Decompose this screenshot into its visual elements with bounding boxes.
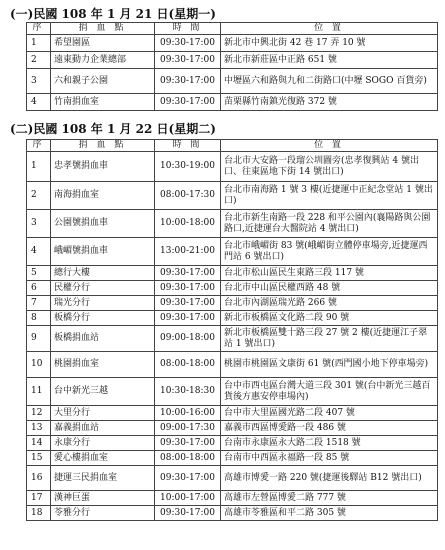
opening-hours: 09:30-17:00	[155, 436, 221, 451]
blood-drive-table-2	[26, 139, 438, 521]
row-number: 2	[27, 52, 51, 69]
row-number: 3	[27, 69, 51, 94]
opening-hours: 09:30-17:00	[155, 506, 221, 521]
header-no: 序	[27, 140, 51, 152]
table-row	[27, 311, 438, 326]
site-address: 台南市中西區永福路一段 85 號	[221, 451, 438, 466]
donation-site-name: 希望園區	[51, 35, 155, 52]
section-heading-2: (二)民國 108 年 1 月 22 日(星期二)	[10, 122, 216, 136]
table-row	[27, 406, 438, 421]
table-row	[27, 451, 438, 466]
donation-site-name: 捷運三民捐血室	[51, 466, 155, 491]
site-address: 新北市板橋區文化路二段 90 號	[221, 311, 438, 326]
row-number: 4	[27, 94, 51, 111]
donation-site-name: 峨嵋號捐血車	[51, 238, 155, 266]
donation-site-name: 總行大樓	[51, 266, 155, 281]
table-row	[27, 238, 438, 266]
header-time: 時 間	[155, 140, 221, 152]
site-address: 新北市中興北街 42 巷 17 弄 10 號	[221, 35, 438, 52]
table-row	[27, 352, 438, 378]
row-number: 1	[27, 35, 51, 52]
row-number: 1	[27, 152, 51, 182]
donation-site-name: 大里分行	[51, 406, 155, 421]
table-header-row	[27, 23, 438, 35]
opening-hours: 10:00-16:00	[155, 406, 221, 421]
opening-hours: 10:00-17:00	[155, 491, 221, 506]
table-row	[27, 491, 438, 506]
opening-hours: 09:30-17:00	[155, 281, 221, 296]
row-number: 4	[27, 238, 51, 266]
row-number: 15	[27, 451, 51, 466]
opening-hours: 09:30-17:00	[155, 69, 221, 94]
site-address: 高雄市博愛一路 220 號(捷運後驛站 B12 號出口)	[221, 466, 438, 491]
row-number: 16	[27, 466, 51, 491]
header-location-name: 捐 血 點	[51, 23, 155, 35]
opening-hours: 10:00-18:00	[155, 210, 221, 238]
row-number: 7	[27, 296, 51, 311]
site-address: 台南市永康區永大路二段 1518 號	[221, 436, 438, 451]
donation-site-name: 南海捐血室	[51, 182, 155, 210]
header-location-name: 捐 血 點	[51, 140, 155, 152]
site-address: 台北市大安路一段瑠公圳圖旁(忠孝復興站 4 號出口、往東區地下街 14 號出口)	[221, 152, 438, 182]
opening-hours: 09:30-17:00	[155, 266, 221, 281]
opening-hours: 09:30-17:00	[155, 466, 221, 491]
site-address: 台北市內湖區瑞光路 266 號	[221, 296, 438, 311]
opening-hours: 10:30-18:30	[155, 378, 221, 406]
opening-hours: 09:30-17:00	[155, 311, 221, 326]
row-number: 6	[27, 281, 51, 296]
table-row	[27, 506, 438, 521]
table-row	[27, 94, 438, 111]
donation-site-name: 愛心樓捐血室	[51, 451, 155, 466]
row-number: 12	[27, 406, 51, 421]
table-row	[27, 296, 438, 311]
table-row	[27, 266, 438, 281]
header-address: 位 置	[221, 23, 438, 35]
site-address: 苗栗縣竹南鎮光復路 372 號	[221, 94, 438, 111]
table-row	[27, 281, 438, 296]
donation-site-name: 瑞光分行	[51, 296, 155, 311]
row-number: 8	[27, 311, 51, 326]
site-address: 台北市中山區民權西路 48 號	[221, 281, 438, 296]
table-row	[27, 152, 438, 182]
table-row	[27, 182, 438, 210]
table-row	[27, 436, 438, 451]
site-address: 高雄市苓雅區和平二路 305 號	[221, 506, 438, 521]
table-row	[27, 35, 438, 52]
site-address: 台中市西屯區台灣大道三段 301 號(台中新光三越百貨後方惠安停車場內)	[221, 378, 438, 406]
site-address: 台北市南海路 1 號 3 樓(近捷運中正紀念堂站 1 號出口)	[221, 182, 438, 210]
donation-site-name: 竹南捐血室	[51, 94, 155, 111]
opening-hours: 08:00-18:00	[155, 451, 221, 466]
site-address: 中壢區六和路與九和二街路口(中壢 SOGO 百貨旁)	[221, 69, 438, 94]
table-row	[27, 52, 438, 69]
donation-site-name: 桃園捐血室	[51, 352, 155, 378]
opening-hours: 09:30-17:00	[155, 35, 221, 52]
table-row	[27, 210, 438, 238]
table-row	[27, 421, 438, 436]
opening-hours: 08:00-18:00	[155, 352, 221, 378]
donation-site-name: 板橋捐血站	[51, 326, 155, 352]
table-row	[27, 466, 438, 491]
donation-site-name: 漢神巨蛋	[51, 491, 155, 506]
header-address: 位 置	[221, 140, 438, 152]
opening-hours: 08:00-17:30	[155, 182, 221, 210]
row-number: 14	[27, 436, 51, 451]
donation-site-name: 苓雅分行	[51, 506, 155, 521]
header-no: 序	[27, 23, 51, 35]
site-address: 新北市板橋區雙十路三段 27 號 2 樓(近捷運江子翠站 1 號出口)	[221, 326, 438, 352]
opening-hours: 13:00-21:00	[155, 238, 221, 266]
donation-site-name: 永康分行	[51, 436, 155, 451]
site-address: 台北市峨嵋街 83 號(峨嵋街立體停車場旁,近捷運西門站 6 號出口)	[221, 238, 438, 266]
site-address: 高雄市左營區博愛二路 777 號	[221, 491, 438, 506]
row-number: 3	[27, 210, 51, 238]
row-number: 18	[27, 506, 51, 521]
site-address: 台北市松山區民生東路三段 117 號	[221, 266, 438, 281]
row-number: 5	[27, 266, 51, 281]
site-address: 嘉義市西區博愛路一段 486 號	[221, 421, 438, 436]
opening-hours: 09:00-17:30	[155, 421, 221, 436]
row-number: 13	[27, 421, 51, 436]
blood-drive-table-1	[26, 22, 438, 111]
donation-site-name: 台中新光三越	[51, 378, 155, 406]
opening-hours: 09:30-17:00	[155, 296, 221, 311]
opening-hours: 09:30-17:00	[155, 52, 221, 69]
donation-site-name: 六和親子公園	[51, 69, 155, 94]
donation-site-name: 公園號捐血車	[51, 210, 155, 238]
site-address: 新北市新莊區中正路 651 號	[221, 52, 438, 69]
table-row	[27, 326, 438, 352]
site-address: 台北市新生南路一段 228 和平公園內(襄陽路與公園路口,近捷運台大醫院站 4 號出口)	[221, 210, 438, 238]
row-number: 10	[27, 352, 51, 378]
opening-hours: 09:30-17:00	[155, 94, 221, 111]
row-number: 11	[27, 378, 51, 406]
donation-site-name: 忠孝號捐血車	[51, 152, 155, 182]
section-heading-1: (一)民國 108 年 1 月 21 日(星期一)	[10, 7, 216, 21]
table-row	[27, 69, 438, 94]
donation-site-name: 嘉義捐血站	[51, 421, 155, 436]
donation-site-name: 民權分行	[51, 281, 155, 296]
donation-site-name: 遠東動力企業總部	[51, 52, 155, 69]
opening-hours: 09:00-18:00	[155, 326, 221, 352]
row-number: 9	[27, 326, 51, 352]
site-address: 桃園市桃園區文康街 61 號(西門國小地下停車場旁)	[221, 352, 438, 378]
table-row	[27, 378, 438, 406]
opening-hours: 10:30-19:00	[155, 152, 221, 182]
table-header-row	[27, 140, 438, 152]
header-time: 時 間	[155, 23, 221, 35]
site-address: 台中市大里區國光路二段 407 號	[221, 406, 438, 421]
row-number: 17	[27, 491, 51, 506]
donation-site-name: 板橋分行	[51, 311, 155, 326]
row-number: 2	[27, 182, 51, 210]
